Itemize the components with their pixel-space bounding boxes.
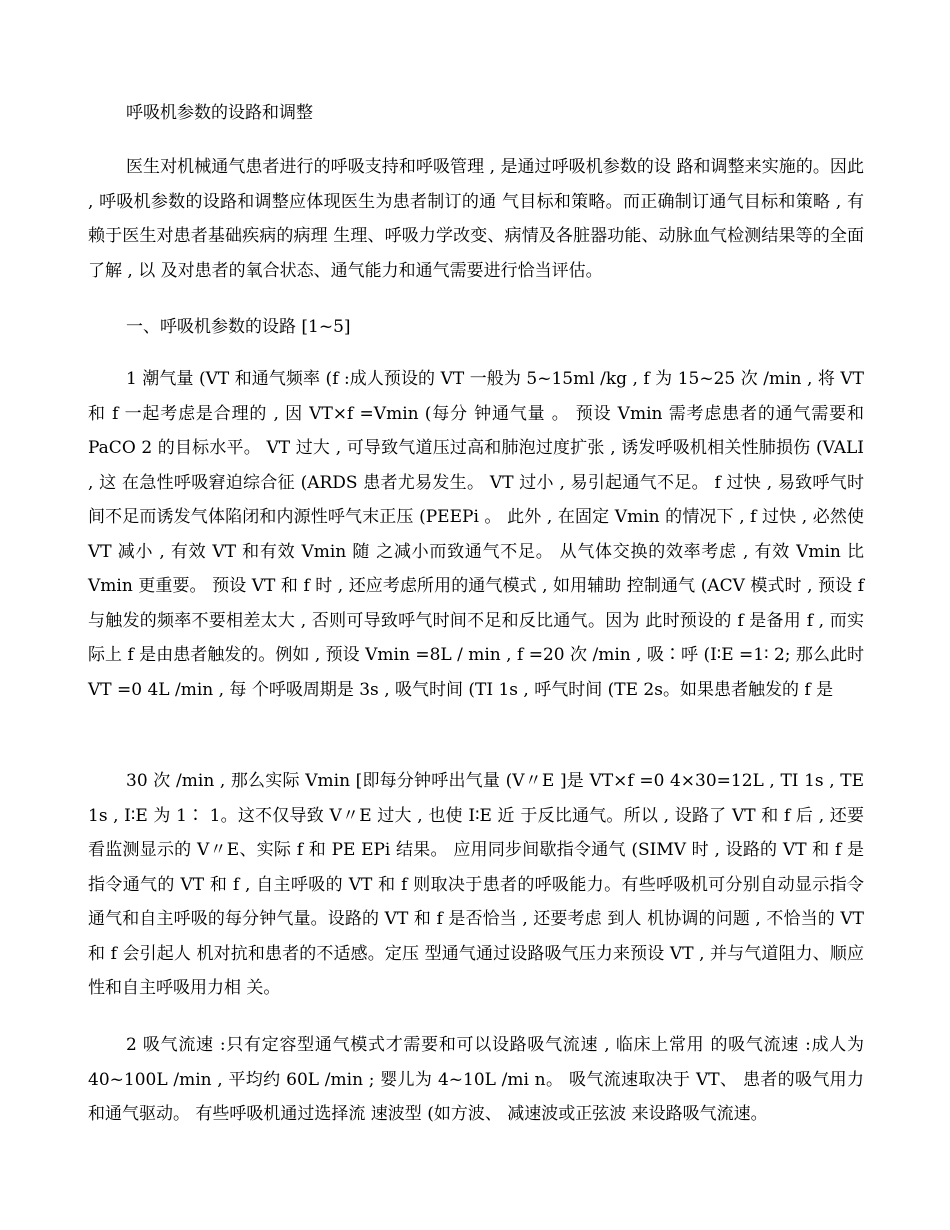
section-heading: 一、呼吸机参数的设路 [1~5] <box>126 317 351 337</box>
tidal-volume-continued-paragraph: 30 次 /min , 那么实际 Vmin [即每分钟呼出气量 (V〃E ]是 VT×f =0 4×30=12L , TI 1s , TE 1s , I∶E 为 1∶ 1。这不仅导致 V〃E 过大 , 也使 I∶E 近 于反比通气。所以 , 设路了 VT 和 f 后 , 还要看监测显示的 V〃E、实际 f 和 PE EPi 结果。 应用同步间歇指令通气 (SIMV 时 , 设路的 VT 和 f 是指令通气的 VT 和 f , 自主呼吸的 VT 和 f 则取决于患者的呼吸能力。有些呼吸机可分别自动显示指令通气和自主呼吸的每分钟气量。设路的 VT 和 f 是否恰当 , 还要考虑 到人 机协调的问题 , 不恰当的 VT 和 f 会引起人 机对抗和患者的不适感。定压 型通气通过设路吸气压力来预设 VT , 并与气道阻力、顺应性和自主呼吸用力相 关。 <box>88 771 864 998</box>
inspiratory-flow-paragraph: 2 吸气流速 :只有定容型通气模式才需要和可以设路吸气流速 , 临床上常用 的吸气流速 :成人为 40~100L /min , 平均约 60L /min ; 婴儿为 4~10L /mi n。 吸气流速取决于 VT、 患者的吸气用力和通气驱动。 有些呼吸机通过选择流 速波型 (如方波、 减速波或正弦波 来设路吸气流速。 <box>88 1035 864 1124</box>
document-title: 呼吸机参数的设路和调整 <box>126 103 313 123</box>
intro-paragraph: 医生对机械通气患者进行的呼吸支持和呼吸管理 , 是通过呼吸机参数的设 路和调整来实施的。因此 , 呼吸机参数的设路和调整应体现医生为患者制订的通 气目标和策略。而正确制订通气目标和策略 , 有赖于医生对患者基础疾病的病理 生理、呼吸力学改变、病情及各脏器功能、动脉血气检测结果等的全面了解 , 以 及对患者的氧合状态、通气能力和通气需要进行恰当评估。 <box>88 157 864 281</box>
tidal-volume-paragraph: 1 潮气量 (VT 和通气频率 (f :成人预设的 VT 一般为 5~15ml /kg , f 为 15~25 次 /min , 将 VT 和 f 一起考虑是合理的 , 因 VT×f =Vmin (每分 钟通气量 。 预设 Vmin 需考虑患者的通气需要和 PaCO 2 的目标水平。 VT 过大 , 可导致气道压过高和肺泡过度扩张 , 诱发呼吸机相关性肺损伤 (VALI , 这 在急性呼吸窘迫综合征 (ARDS 患者尤易发生。 VT 过小 , 易引起通气不足。 f 过快 , 易致呼气时间不足而诱发气体陷闭和内源性呼气末正压 (PEEPi 。 此外 , 在固定 Vmin 的情况下 , f 过快 , 必然使 VT 减小 , 有效 VT 和有效 Vmin 随 之减小而致通气不足。 从气体交换的效率考虑 , 有效 Vmin 比 Vmin 更重要。 预设 VT 和 f 时 , 还应考虑所用的通气模式 , 如用辅助 控制通气 (ACV 模式时 , 预设 f 与触发的频率不要相差太大 , 否则可导致呼气时间不足和反比通气。因为 此时预设的 f 是备用 f , 而实际上 f 是由患者触发的。例如 , 预设 Vmin =8L / min , f =20 次 /min , 吸∶呼 (I∶E =1∶ 2; 那么此时 VT =0 4L /min , 每 个呼吸周期是 3s , 吸气时间 (TI 1s , 呼气时间 (TE 2s。如果患者触发的 f 是 <box>88 369 864 700</box>
